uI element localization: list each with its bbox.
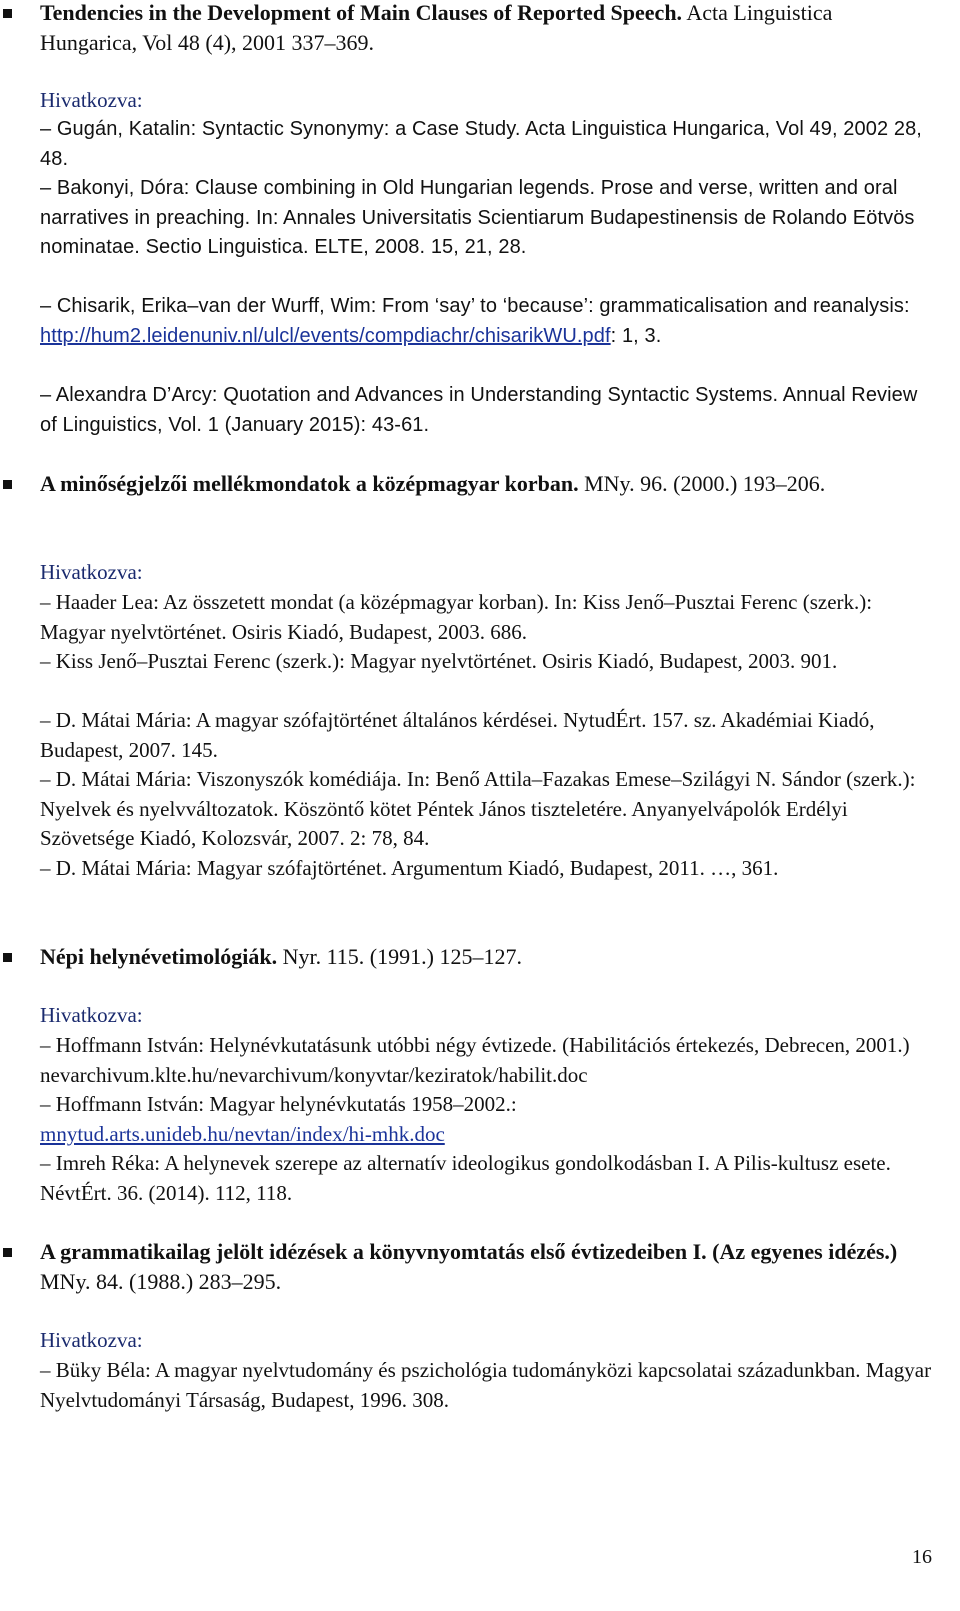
publication-title: A minőségjelzői mellékmondatok a középmagyar korban. MNy. 96. (2000.) 193–206. [40, 471, 826, 496]
cited-by-label: Hivatkozva: [40, 560, 143, 584]
cited-by-label: Hivatkozva: [40, 88, 143, 112]
bullet-icon [3, 953, 12, 962]
citation: – Gugán, Katalin: Syntactic Synonymy: a Case Study. Acta Linguistica Hungarica, Vol 49, 2002 28, 48. [40, 118, 922, 170]
citation: – Bakonyi, Dóra: Clause combining in Old Hungarian legends. Prose and verse, written and oral narratives in preaching. In: Annales Universitatis Scientiarum Budapestinensis de Rolando Eötvös nominatae. Sectio Linguistica. ELTE, 2008. 15, 21, 28. [40, 177, 915, 258]
citation-link[interactable]: mnytud.arts.unideb.hu/nevtan/index/hi-mhk.doc [40, 1121, 445, 1146]
citation: – D. Mátai Mária: Magyar szófajtörténet. Argumentum Kiadó, Budapest, 2011. …, 361. [40, 856, 779, 880]
citation: – D. Mátai Mária: Viszonyszók komédiája. In: Benő Attila–Fazakas Emese–Szilágyi N. Sándor (szerk.): Nyelvek és nyelvváltozatok. Köszöntő kötet Péntek János tiszteletére. Anyanyelvápolók Erdélyi Szövetsége Kiadó, Kolozsvár, 2007. 2: 78, 84. [40, 767, 916, 850]
cited-by-label: Hivatkozva: [40, 1328, 143, 1352]
citation: – Büky Béla: A magyar nyelvtudomány és pszichológia tudományközi kapcsolatai századunkban. Magyar Nyelvtudományi Társaság, Budapest, 1996. 308. [40, 1358, 932, 1412]
citation: – Chisarik, Erika–van der Wurff, Wim: From ‘say’ to ‘because’: grammaticalisation and reanalysis: http://hum2.leidenuniv.nl/ulcl/events/compdiachr/chisarikWU.pdf: 1, 3. [40, 295, 910, 347]
publication-title: A grammatikailag jelölt idézések a könyvnyomtatás első évtizedeiben I. (Az egyenes idézés.) MNy. 84. (1988.) 283–295. [40, 1239, 898, 1294]
publication-title: Tendencies in the Development of Main Clauses of Reported Speech. Acta Linguistica Hungarica, Vol 48 (4), 2001 337–369. [40, 0, 833, 55]
page-number: 16 [912, 1546, 932, 1568]
bullet-icon [3, 480, 12, 489]
bullet-icon [3, 1248, 12, 1257]
bullet-icon [3, 9, 12, 18]
citation: – Alexandra D’Arcy: Quotation and Advances in Understanding Syntactic Systems. Annual Review of Linguistics, Vol. 1 (January 2015): 43-61. [40, 384, 918, 436]
citation: – Haader Lea: Az összetett mondat (a középmagyar korban). In: Kiss Jenő–Pusztai Ferenc (szerk.): Magyar nyelvtörténet. Osiris Kiadó, Budapest, 2003. 686. [40, 590, 873, 644]
citation: – Imreh Réka: A helynevek szerepe az alternatív ideologikus gondolkodásban I. A Pilis-kultusz esete. NévtÉrt. 36. (2014). 112, 118. [40, 1151, 891, 1205]
citation: – Kiss Jenő–Pusztai Ferenc (szerk.): Magyar nyelvtörténet. Osiris Kiadó, Budapest, 2003. 901. [40, 649, 838, 673]
citation: – Hoffmann István: Helynévkutatásunk utóbbi négy évtizede. (Habilitációs értekezés, Debrecen, 2001.) nevarchivum.klte.hu/nevarchivum/konyvtar/keziratok/habilit.doc [40, 1033, 910, 1087]
citation: – D. Mátai Mária: A magyar szófajtörténet általános kérdései. NytudÉrt. 157. sz. Akadémiai Kiadó, Budapest, 2007. 145. [40, 708, 875, 762]
cited-by-label: Hivatkozva: [40, 1003, 143, 1027]
citation: – Hoffmann István: Magyar helynévkutatás 1958–2002.: mnytud.arts.unideb.hu/nevtan/index/hi-mhk.doc [40, 1092, 517, 1146]
publication-title: Népi helynévetimológiák. Nyr. 115. (1991.) 125–127. [40, 944, 522, 969]
citation-link[interactable]: http://hum2.leidenuniv.nl/ulcl/events/compdiachr/chisarikWU.pdf [40, 324, 611, 347]
